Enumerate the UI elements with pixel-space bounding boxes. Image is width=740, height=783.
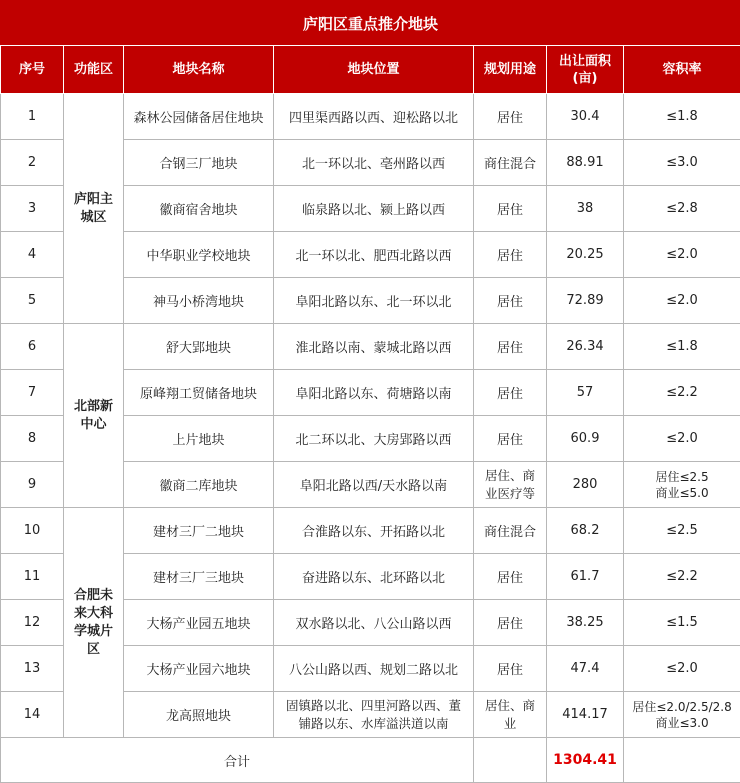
cell-name: 建材三厂三地块 bbox=[124, 554, 274, 600]
cell-far bbox=[624, 462, 740, 508]
cell-location: 北一环以北、肥西北路以西 bbox=[274, 232, 474, 278]
table-row bbox=[1, 508, 740, 554]
cell-use-line1: 居住、商 bbox=[485, 698, 535, 713]
cell-seq: 11 bbox=[1, 554, 64, 600]
cell-use: 居住 bbox=[474, 554, 547, 600]
cell-far-line1: 居住≤2.5 bbox=[655, 470, 708, 484]
cell-zone: 合肥未来大科学城片区 bbox=[64, 508, 124, 738]
cell-use bbox=[474, 462, 547, 508]
cell-location: 北一环以北、亳州路以西 bbox=[274, 140, 474, 186]
cell-name: 合钢三厂地块 bbox=[124, 140, 274, 186]
cell-location: 双水路以北、八公山路以西 bbox=[274, 600, 474, 646]
cell-location-line1: 固镇路以北、四里河路以西、董 bbox=[286, 698, 461, 713]
cell-location-line2: 铺路以东、水库溢洪道以南 bbox=[298, 716, 448, 731]
cell-area: 30.4 bbox=[547, 94, 624, 140]
cell-location bbox=[274, 692, 474, 738]
cell-seq: 12 bbox=[1, 600, 64, 646]
cell-use-line2: 业医疗等 bbox=[485, 486, 535, 501]
table-title: 庐阳区重点推介地块 bbox=[1, 1, 740, 46]
cell-name: 徽商宿舍地块 bbox=[124, 186, 274, 232]
cell-seq: 3 bbox=[1, 186, 64, 232]
header-name: 地块名称 bbox=[124, 46, 274, 94]
cell-location: 淮北路以南、蒙城北路以西 bbox=[274, 324, 474, 370]
cell-area: 61.7 bbox=[547, 554, 624, 600]
cell-far-line2: 商业≤5.0 bbox=[655, 486, 708, 500]
cell-far: ≤2.0 bbox=[624, 232, 740, 278]
cell-far: ≤3.0 bbox=[624, 140, 740, 186]
header-zone: 功能区 bbox=[64, 46, 124, 94]
cell-location: 阜阳北路以西/天水路以南 bbox=[274, 462, 474, 508]
cell-far: ≤1.8 bbox=[624, 94, 740, 140]
cell-zone: 庐阳主城区 bbox=[64, 94, 124, 324]
cell-seq: 7 bbox=[1, 370, 64, 416]
total-label: 合计 bbox=[1, 738, 474, 783]
cell-name: 建材三厂二地块 bbox=[124, 508, 274, 554]
total-empty-far bbox=[624, 738, 740, 783]
cell-location: 八公山路以西、规划二路以北 bbox=[274, 646, 474, 692]
cell-far: ≤1.5 bbox=[624, 600, 740, 646]
total-value: 1304.41 bbox=[547, 738, 624, 783]
cell-far-line2: 商业≤3.0 bbox=[655, 716, 708, 730]
cell-area: 88.91 bbox=[547, 140, 624, 186]
total-row bbox=[1, 738, 740, 783]
title-row bbox=[1, 1, 740, 46]
cell-use: 商住混合 bbox=[474, 140, 547, 186]
cell-name: 大杨产业园六地块 bbox=[124, 646, 274, 692]
header-far: 容积率 bbox=[624, 46, 740, 94]
cell-name: 徽商二库地块 bbox=[124, 462, 274, 508]
cell-use: 居住 bbox=[474, 278, 547, 324]
cell-area: 20.25 bbox=[547, 232, 624, 278]
header-area bbox=[547, 46, 624, 94]
cell-name: 上片地块 bbox=[124, 416, 274, 462]
cell-seq: 4 bbox=[1, 232, 64, 278]
cell-area: 47.4 bbox=[547, 646, 624, 692]
cell-far: ≤1.8 bbox=[624, 324, 740, 370]
cell-use-line1: 居住、商 bbox=[485, 468, 535, 483]
header-area-line1: 出让面积 bbox=[559, 54, 611, 69]
cell-name: 神马小桥湾地块 bbox=[124, 278, 274, 324]
cell-seq: 14 bbox=[1, 692, 64, 738]
cell-name: 龙高照地块 bbox=[124, 692, 274, 738]
cell-use: 商住混合 bbox=[474, 508, 547, 554]
cell-area: 280 bbox=[547, 462, 624, 508]
cell-far: ≤2.0 bbox=[624, 646, 740, 692]
cell-name: 森林公园储备居住地块 bbox=[124, 94, 274, 140]
cell-area: 26.34 bbox=[547, 324, 624, 370]
header-location: 地块位置 bbox=[274, 46, 474, 94]
cell-location: 奋进路以东、北环路以北 bbox=[274, 554, 474, 600]
cell-far bbox=[624, 692, 740, 738]
cell-area: 38 bbox=[547, 186, 624, 232]
header-seq: 序号 bbox=[1, 46, 64, 94]
cell-location: 合淮路以东、开拓路以北 bbox=[274, 508, 474, 554]
cell-far-line1: 居住≤2.0/2.5/2.8 bbox=[632, 700, 731, 714]
cell-location: 阜阳北路以东、北一环以北 bbox=[274, 278, 474, 324]
cell-far: ≤2.0 bbox=[624, 278, 740, 324]
header-row bbox=[1, 46, 740, 94]
cell-area: 38.25 bbox=[547, 600, 624, 646]
cell-name: 舒大郢地块 bbox=[124, 324, 274, 370]
cell-area: 68.2 bbox=[547, 508, 624, 554]
cell-use bbox=[474, 692, 547, 738]
cell-use: 居住 bbox=[474, 600, 547, 646]
cell-use: 居住 bbox=[474, 324, 547, 370]
cell-far: ≤2.2 bbox=[624, 370, 740, 416]
cell-use: 居住 bbox=[474, 94, 547, 140]
cell-seq: 5 bbox=[1, 278, 64, 324]
cell-name: 中华职业学校地块 bbox=[124, 232, 274, 278]
header-use: 规划用途 bbox=[474, 46, 547, 94]
header-area-line2: (亩) bbox=[573, 71, 598, 86]
cell-location: 北二环以北、大房郢路以西 bbox=[274, 416, 474, 462]
cell-use-line2: 业 bbox=[504, 716, 517, 731]
cell-use: 居住 bbox=[474, 370, 547, 416]
cell-area: 60.9 bbox=[547, 416, 624, 462]
cell-location: 临泉路以北、颍上路以西 bbox=[274, 186, 474, 232]
cell-far: ≤2.0 bbox=[624, 416, 740, 462]
table-row bbox=[1, 324, 740, 370]
total-empty-use bbox=[474, 738, 547, 783]
cell-name: 原峰翔工贸储备地块 bbox=[124, 370, 274, 416]
cell-area: 72.89 bbox=[547, 278, 624, 324]
cell-name: 大杨产业园五地块 bbox=[124, 600, 274, 646]
cell-far: ≤2.5 bbox=[624, 508, 740, 554]
cell-seq: 9 bbox=[1, 462, 64, 508]
cell-location: 阜阳北路以东、荷塘路以南 bbox=[274, 370, 474, 416]
cell-seq: 1 bbox=[1, 94, 64, 140]
cell-seq: 2 bbox=[1, 140, 64, 186]
cell-seq: 6 bbox=[1, 324, 64, 370]
table-row bbox=[1, 94, 740, 140]
cell-seq: 10 bbox=[1, 508, 64, 554]
cell-far: ≤2.2 bbox=[624, 554, 740, 600]
cell-use: 居住 bbox=[474, 646, 547, 692]
cell-far: ≤2.8 bbox=[624, 186, 740, 232]
cell-area: 414.17 bbox=[547, 692, 624, 738]
cell-use: 居住 bbox=[474, 232, 547, 278]
cell-seq: 13 bbox=[1, 646, 64, 692]
cell-area: 57 bbox=[547, 370, 624, 416]
cell-seq: 8 bbox=[1, 416, 64, 462]
cell-location: 四里渠西路以西、迎松路以北 bbox=[274, 94, 474, 140]
cell-use: 居住 bbox=[474, 186, 547, 232]
cell-use: 居住 bbox=[474, 416, 547, 462]
cell-zone: 北部新中心 bbox=[64, 324, 124, 508]
